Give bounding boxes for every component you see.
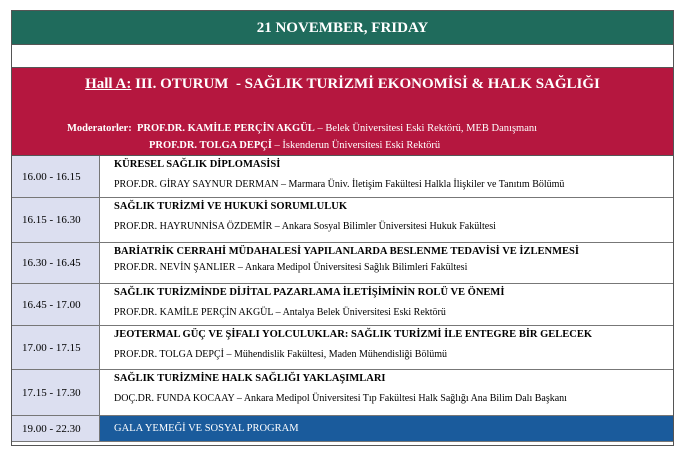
session-name: III. OTURUM: [135, 76, 229, 92]
moderator-line-1: [67, 123, 537, 134]
gala-row: [12, 416, 673, 442]
session-time: 16.15 - 16.30: [12, 198, 100, 242]
session-speaker: PROF.DR. TOLGA DEPÇİ – Mühendislik Fakültesi, Maden Mühendisliği Bölümü: [114, 349, 448, 360]
session-title: SAĞLIK TURİZMİNDE DİJİTAL PAZARLAMA İLETİŞİMİNİN ROLÜ VE ÖNEMİ: [114, 287, 505, 298]
session-speaker: PROF.DR. KAMİLE PERÇİN AKGÜL – Antalya Belek Üniversitesi Eski Rektörü: [114, 307, 446, 318]
session-list: [12, 156, 673, 442]
session-title: SAĞLIK TURİZMİNE HALK SAĞLIĞI YAKLAŞIMLARI: [114, 373, 386, 384]
session-row: [12, 370, 673, 416]
hall-banner: [12, 68, 673, 156]
session-speaker: DOÇ.DR. FUNDA KOCAAY – Ankara Medipol Üniversitesi Tıp Fakültesi Halk Sağlığı Ana Bilim Dalı Başkanı: [114, 393, 567, 404]
session-time: 16.00 - 16.15: [12, 156, 100, 197]
hall-title: [12, 76, 673, 93]
moderator-affiliation: – Belek Üniversitesi Eski Rektörü, MEB Danışmanı: [317, 123, 538, 134]
session-time: 17.00 - 17.15: [12, 326, 100, 369]
session-row: [12, 243, 673, 284]
session-time: 16.45 - 17.00: [12, 284, 100, 325]
moderator-name: PROF.DR. TOLGA DEPÇİ: [149, 140, 272, 151]
spacer-row: [12, 45, 673, 68]
session-speaker: PROF.DR. GİRAY SAYNUR DERMAN – Marmara Üniv. İletişim Fakültesi Halkla İlişkiler ve Tanıtım Bölümü: [114, 179, 565, 190]
program-table: [11, 10, 674, 446]
moderator-line-2: [149, 140, 440, 151]
gala-time: 19.00 - 22.30: [12, 416, 100, 441]
session-time: 16.30 - 16.45: [12, 243, 100, 283]
moderator-affiliation: – İskenderun Üniversitesi Eski Rektörü: [274, 140, 441, 151]
session-title: JEOTERMAL GÜÇ VE ŞİFALI YOLCULUKLAR: SAĞLIK TURİZMİ İLE ENTEGRE BİR GELECEK: [114, 329, 593, 340]
session-title: SAĞLIK TURİZMİ VE HUKUKİ SORUMLULUK: [114, 201, 347, 212]
session-title: BARİATRİK CERRAHİ MÜDAHALESİ YAPILANLARDA BESLENME TEDAVİSİ VE İZLENMESİ: [114, 246, 579, 257]
session-topic: - SAĞLIK TURİZMİ EKONOMİSİ & HALK SAĞLIĞI: [235, 76, 600, 92]
session-title: KÜRESEL SAĞLIK DİPLOMASİSİ: [114, 159, 281, 170]
hall-name: Hall A:: [85, 76, 132, 92]
session-row: [12, 156, 673, 198]
gala-title: GALA YEMEĞİ VE SOSYAL PROGRAM: [114, 423, 299, 434]
session-row: [12, 198, 673, 243]
session-row: [12, 326, 673, 370]
session-speaker: PROF.DR. NEVİN ŞANLIER – Ankara Medipol Üniversitesi Sağlık Bilimleri Fakültesi: [114, 262, 468, 273]
moderator-name: PROF.DR. KAMİLE PERÇİN AKGÜL: [136, 123, 315, 134]
session-speaker: PROF.DR. HAYRUNNİSA ÖZDEMİR – Ankara Sosyal Bilimler Üniversitesi Hukuk Fakültesi: [114, 221, 496, 232]
moderators-label: Moderatorler:: [67, 123, 132, 134]
session-time: 17.15 - 17.30: [12, 370, 100, 415]
session-row: [12, 284, 673, 326]
day-header: 21 NOVEMBER, FRIDAY: [12, 11, 673, 45]
